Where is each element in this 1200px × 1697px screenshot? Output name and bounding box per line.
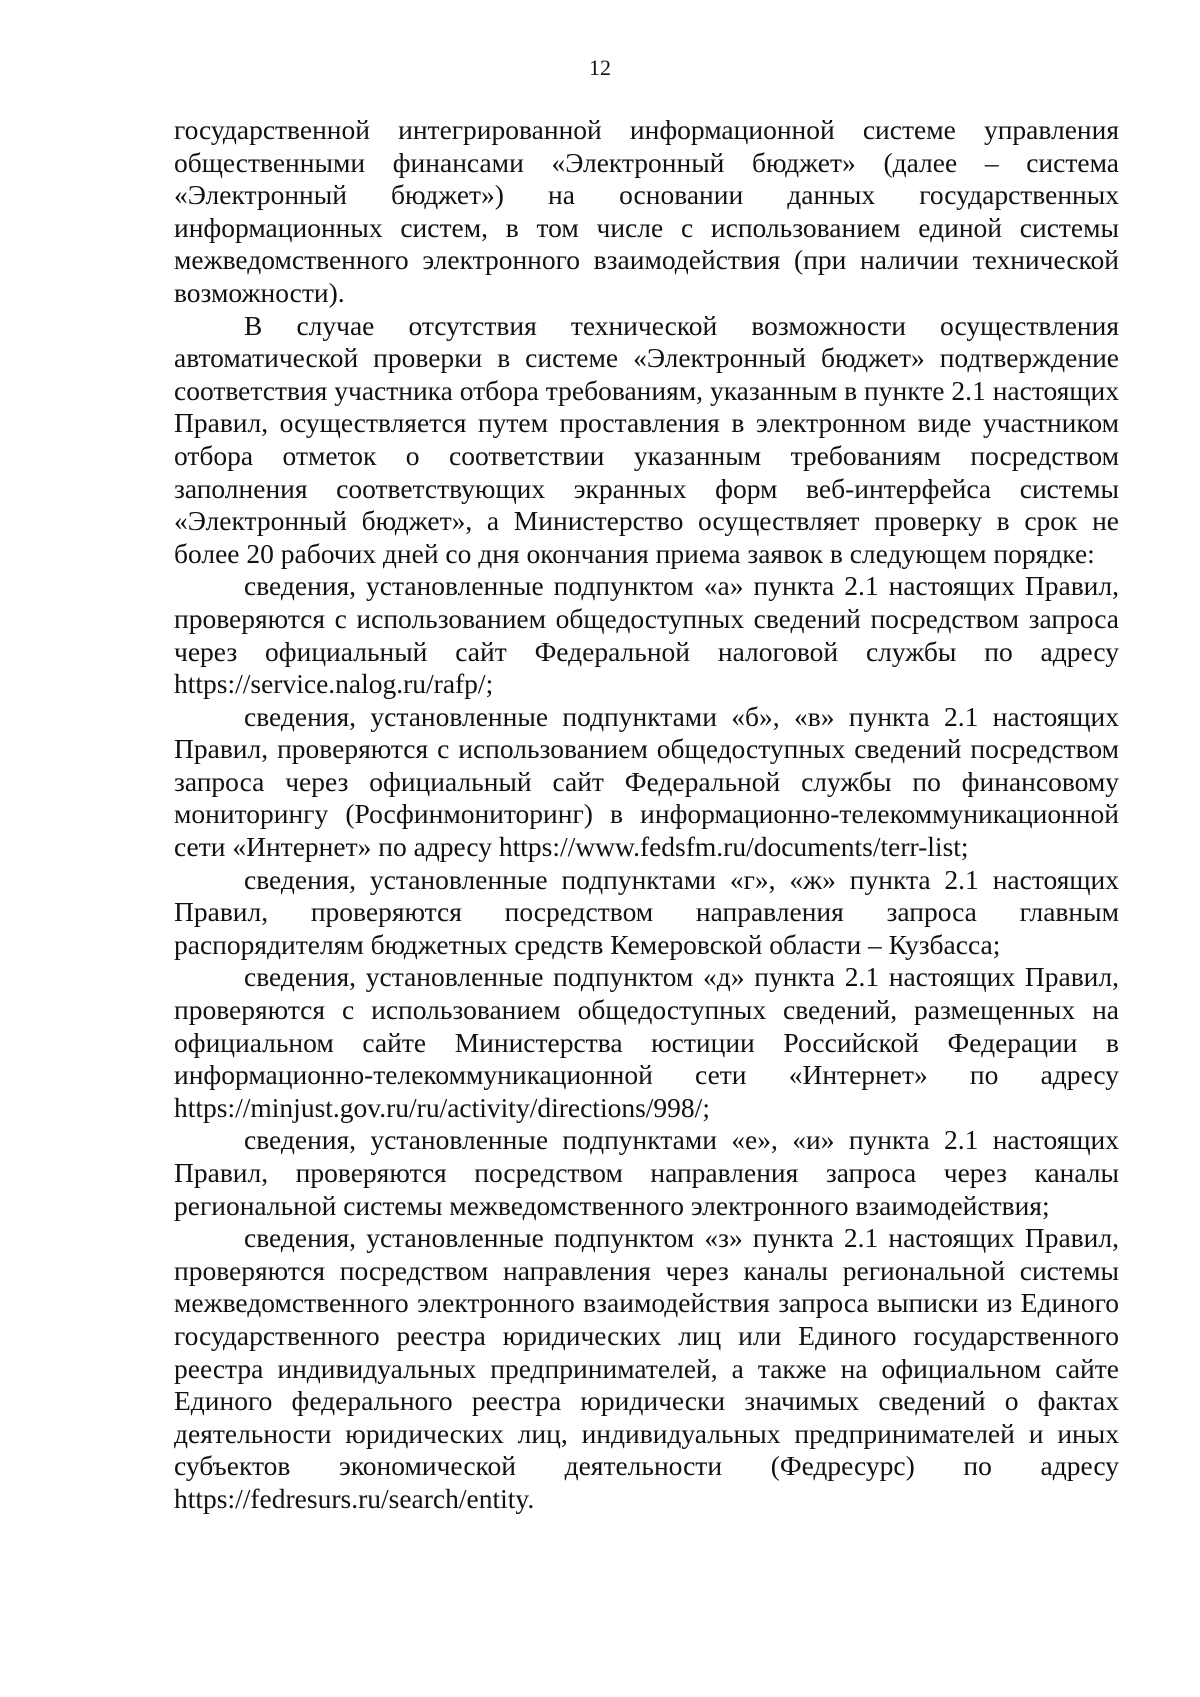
document-body — [174, 114, 1119, 1516]
paragraph-subitem-d: сведения, установленные подпунктом «д» пункта 2.1 настоящих Правил, проверяются с использованием общедоступных сведений, размещенных на официальном сайте Министерства юстиции Российской Федерации в информационно-телекоммуникационной сети «Интернет» по адресу https://minjust.gov.ru/ru/activity/directions/998/; — [174, 961, 1119, 1123]
paragraph-subitems-e-i: сведения, установленные подпунктами «е», «и» пункта 2.1 настоящих Правил, проверяются посредством направления запроса через каналы региональной системы межведомственного электронного взаимодействия; — [174, 1124, 1119, 1221]
paragraph-subitem-a: сведения, установленные подпунктом «а» пункта 2.1 настоящих Правил, проверяются с использованием общедоступных сведений посредством запроса через официальный сайт Федеральной налоговой службы по адресу https://service.nalog.ru/rafp/; — [174, 570, 1119, 700]
page-number: 12 — [589, 55, 611, 80]
paragraph-no-tech-capability: В случае отсутствия технической возможности осуществления автоматической проверки в системе «Электронный бюджет» подтверждение соответствия участника отбора требованиям, указанным в пункте 2.1 настоящих Правил, осуществляется путем проставления в электронном виде участником отбора отметок о соответствии указанным требованиям посредством заполнения соответствующих экранных форм веб-интерфейса системы «Электронный бюджет», а Министерство осуществляет проверку в срок не более 20 рабочих дней со дня окончания приема заявок в следующем порядке: — [174, 309, 1119, 569]
paragraph-subitems-b-v: сведения, установленные подпунктами «б», «в» пункта 2.1 настоящих Правил, проверяются с использованием общедоступных сведений посредством запроса через официальный сайт Федеральной службы по финансовому мониторингу (Росфинмониторинг) в информационно-телекоммуникационной сети «Интернет» по адресу https://www.fedsfm.ru/documents/terr-list; — [174, 700, 1119, 863]
paragraph-subitems-g-zh: сведения, установленные подпунктами «г», «ж» пункта 2.1 настоящих Правил, проверяются посредством направления запроса главным распорядителям бюджетных средств Кемеровской области – Кузбасса; — [174, 863, 1119, 960]
paragraph-subitem-z: сведения, установленные подпунктом «з» пункта 2.1 настоящих Правил, проверяются посредством направления через каналы региональной системы межведомственного электронного взаимодействия запроса выписки из Единого государственного реестра юридических лиц или Единого государственного реестра индивидуальных предпринимателей, а также на официальном сайте Единого федерального реестра юридически значимых сведений о фактах деятельности юридических лиц, индивидуальных предпринимателей и иных субъектов экономической деятельности (Федресурс) по адресу https://fedresurs.ru/search/entity. — [174, 1222, 1119, 1514]
paragraph-continuation: государственной интегрированной информационной системе управления общественными финансами «Электронный бюджет» (далее – система «Электронный бюджет») на основании данных государственных информационных систем, в том числе с использованием единой системы межведомственного электронного взаимодействия (при наличии технической возможности). — [174, 114, 1119, 308]
